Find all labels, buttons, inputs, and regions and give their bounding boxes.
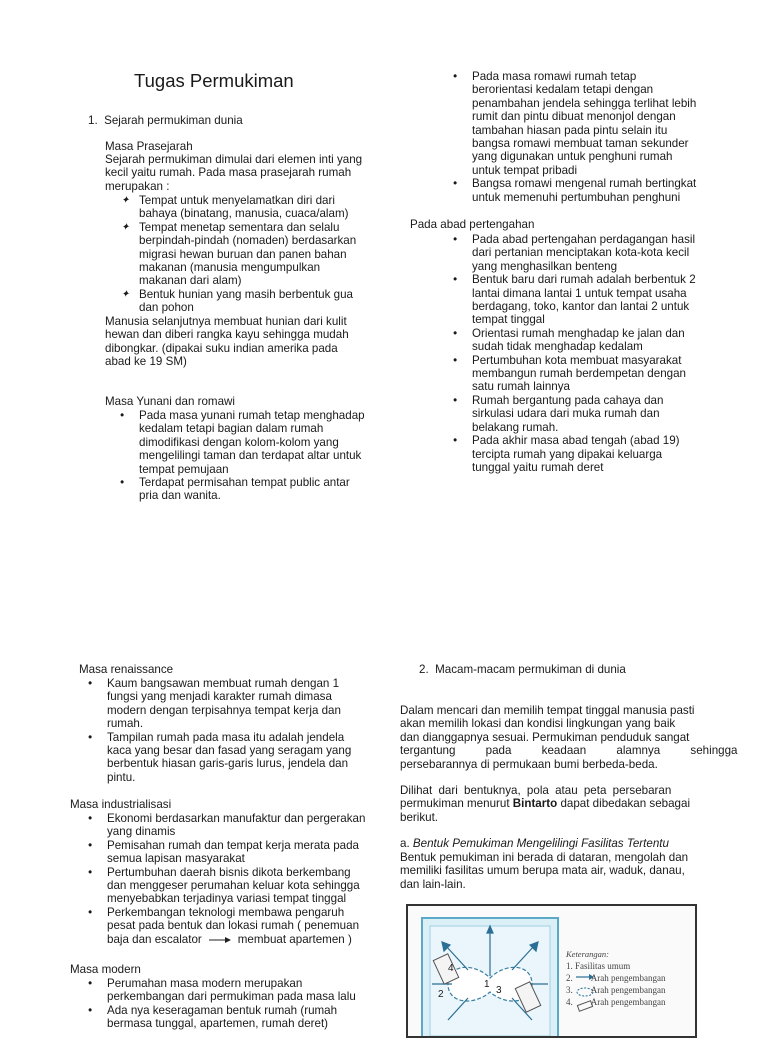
section-2-heading: 2. Macam-macam permukiman di dunia — [419, 663, 626, 676]
bullet-icon: • — [120, 409, 125, 422]
list-item: • Rumah bergantung pada cahaya dan sirkulasi udara dari muka rumah dan belakang rumah. — [453, 393, 664, 434]
list-item: • Bentuk baru dari rumah adalah berbentuk 2 lantai dimana lantai 1 untuk tempat usaha berdagang, toko, kantor dan lantai 2 untuk tempat tinggal — [453, 273, 696, 327]
list-item: • Pada masa yunani rumah tetap menghadap kedalam tetapi bagian dalam rumah dimodifikasi dengan kolom-kolom yang mengelilingi taman dan terdapat altar untuk tempat pemujaan — [120, 409, 365, 476]
list-item: ✦ Bentuk hunian yang masih berbentuk gua dan pohon — [121, 287, 353, 315]
prasejarah-intro: Sejarah permukiman dimulai dari elemen inti yang kecil yaitu rumah. Pada masa prasejarah rumah merupakan : — [105, 153, 363, 193]
bullet-icon: • — [88, 730, 93, 744]
abad-pertengahan-list — [453, 233, 696, 474]
list-item: • Ada nya keseragaman bentuk rumah (rumah bermasa tunggal, apartemen, rumah deret) — [88, 1003, 338, 1031]
bullet-icon: • — [88, 677, 93, 690]
bullet-icon: • — [88, 905, 93, 919]
bullet-icon: • — [88, 812, 93, 825]
list-item: • Pemisahan rumah dan tempat kerja merata pada semua lapisan masyarakat — [88, 838, 359, 866]
yunani-heading: Masa Yunani dan romawi — [105, 395, 235, 408]
list-item: • Pada akhir masa abad tengah (abad 19) tercipta rumah yang dipakai keluarga tunggal yaitu rumah deret — [453, 434, 680, 474]
bullet-icon: • — [453, 273, 458, 287]
figure-number: 3 — [496, 985, 502, 996]
list-item: ✦ Tempat menetap sementara dan selalu berpindah-pindah (nomaden) berdasarkan migrasi hewan buruan dan panen bahan makanan (manusia mengumpulkan makanan dari alam) — [121, 220, 357, 288]
document-title: Tugas Permukiman — [134, 70, 294, 91]
figure-number: 1 — [484, 979, 490, 990]
bullet-icon: • — [88, 977, 93, 990]
abad-pertengahan-heading: Pada abad pertengahan — [410, 218, 535, 231]
paragraph-1: Dalam mencari dan memilih tempat tinggal manusia pasti akan memilih lokasi dan kondisi lingkungan yang baik dan dianggapnya sesuai. Permukiman penduduk sangat tergantung pada keadaan alamnya sehingga persebarannya di permukaan bumi berbeda-beda. — [400, 704, 738, 771]
bullet-icon: • — [453, 177, 458, 191]
industrialisasi-heading: Masa industrialisasi — [70, 798, 172, 811]
bullet-icon: • — [453, 233, 458, 246]
list-item: • Orientasi rumah menghadap ke jalan dan sudah tidak menghadap kedalam — [453, 326, 685, 354]
renaissance-list — [88, 677, 352, 784]
star-bullet-icon: ✦ — [121, 221, 130, 233]
list-item: • Pada masa romawi rumah tetap berorientasi kedalam tetapi dengan penambahan jendela sehingga terlihat lebih rumit dan pintu dibuat menonjol dengan tambahan hiasan pada pintu selain itu bangsa romawi membuat taman sekunder yang digunakan untuk penghuni rumah untuk tempat pribadi — [453, 70, 697, 177]
bullet-icon: • — [453, 70, 458, 83]
bullet-icon: • — [453, 353, 458, 367]
star-bullet-icon: ✦ — [121, 288, 130, 300]
bullet-icon: • — [88, 1003, 93, 1017]
prasejarah-outro: Manusia selanjutnya membuat hunian dari kulit hewan dan diberi rangka kayu sehingga mudah dibongkar. (dipakai suku indian amerika pada abad ke 19 SM) — [105, 315, 349, 369]
bullet-icon: • — [120, 476, 125, 490]
list-item: • Terdapat permisahan tempat public antar pria dan wanita. — [120, 476, 350, 503]
paragraph-2: Dilihat dari bentuknya, pola atau peta persebaran permukiman menurut Bintarto dapat dibedakan sebagai berikut. — [400, 784, 691, 824]
list-item: • Bangsa romawi mengenal rumah bertingkat untuk memenuhi pertumbuhan penghuni — [453, 177, 697, 204]
modern-heading: Masa modern — [70, 963, 141, 976]
subsection-a-title: a. Bentuk Pemukiman Mengelilingi Fasilitas Tertentu — [400, 837, 669, 850]
list-item: • Perumahan masa modern merupakan perkembangan dari permukiman pada masa lalu — [88, 977, 356, 1004]
yunani-list — [120, 409, 365, 503]
list-item: • Kaum bangsawan membuat rumah dengan 1 fungsi yang menjadi karakter rumah dimasa modern dengan terpisahnya tempat kerja dan rumah. — [88, 677, 341, 731]
star-bullet-icon: ✦ — [121, 195, 130, 206]
prasejarah-heading: Masa Prasejarah — [105, 140, 193, 153]
list-item: • Pertumbuhan kota membuat masyarakat membangun rumah berdempetan dengan satu rumah lainnya — [453, 353, 686, 394]
list-item: ✦ Tempat untuk menyelamatkan diri dari bahaya (binatang, manusia, cuaca/alam) — [121, 194, 349, 221]
bullet-icon: • — [453, 393, 458, 407]
arrow-right-icon — [208, 936, 232, 944]
bullet-icon: • — [453, 326, 458, 340]
figure-number: 4 — [448, 963, 454, 974]
list-item: • Pada abad pertengahan perdagangan hasil dari pertanian menciptakan kota-kota kecil yang menghasilkan benteng — [453, 233, 696, 273]
bullet-icon: • — [88, 865, 93, 879]
industrialisasi-list — [88, 812, 366, 946]
figure-legend: Keterangan: 1. Fasilitas umum 2. Arah pengembangan 3. Arah pengembangan 4. Arah pengembangan — [566, 949, 666, 1007]
figure-number: 2 — [438, 989, 444, 1000]
bold-term: Bintarto — [512, 797, 558, 811]
list-item: • Pertumbuhan daerah bisnis dikota berkembang dan menggeser perumahan keluar kota sehingga menyebabkan terjadinya variasi tempat tinggal — [88, 865, 360, 906]
renaissance-heading: Masa renaissance — [79, 663, 174, 676]
modern-list — [88, 977, 356, 1031]
subsection-a-body: Bentuk pemukiman ini berada di dataran, mengolah dan memiliki fasilitas umum berupa mata air, waduk, danau, dan lain-lain. — [400, 851, 689, 891]
settlement-pattern-figure — [406, 904, 697, 1038]
list-item: • Ekonomi berdasarkan manufaktur dan pergerakan yang dinamis — [88, 812, 366, 839]
bullet-icon: • — [88, 838, 93, 852]
section-1-heading: 1. Sejarah permukiman dunia — [88, 114, 243, 127]
list-item: • Perkembangan teknologi membawa pengaruh pesat pada bentuk dan lokasi rumah ( penemuan baja dan escalator membuat apartemen ) — [88, 905, 360, 946]
list-item: • Tampilan rumah pada masa itu adalah jendela kaca yang besar dan fasad yang seragam yang berbentuk hiasan garis-garis lurus, jendela dan pintu. — [88, 730, 352, 784]
romawi-list — [453, 70, 697, 204]
bullet-icon: • — [453, 434, 458, 448]
prasejarah-list — [121, 194, 357, 315]
